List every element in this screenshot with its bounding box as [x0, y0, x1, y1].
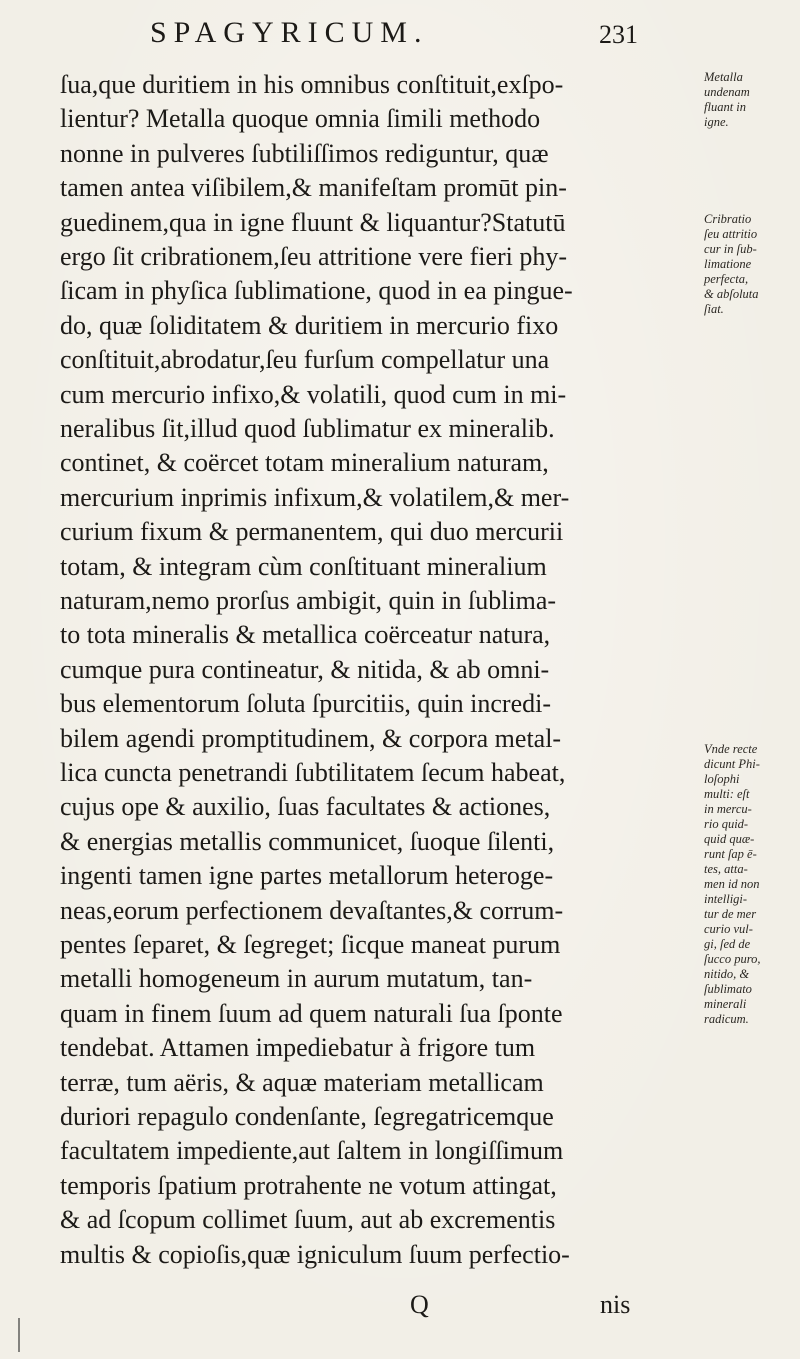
text-line: continet, & coërcet totam mineralium naturam,	[60, 448, 549, 478]
margin-note-line: limatione	[704, 257, 752, 271]
text-line: do, quæ ſoliditatem & duritiem in mercurio fixo	[60, 310, 559, 340]
text-line: neas,eorum perfectionem devaſtantes,& corrum-	[60, 895, 564, 925]
text-line: mercurium inprimis infixum,& volatilem,& mer-	[60, 482, 570, 512]
text-line: & energias metallis communicet, ſuoque ſilenti,	[60, 826, 555, 856]
margin-note-line: loſophi	[704, 772, 740, 786]
margin-note-line: men id non	[704, 877, 760, 891]
margin-note-line: tes, atta-	[704, 862, 748, 876]
margin-note-line: ſiat.	[704, 302, 724, 316]
margin-note-line: cur in ſub-	[704, 242, 757, 256]
margin-note-line: igne.	[704, 115, 729, 129]
margin-note-line: curio vul-	[704, 922, 753, 936]
text-line: bus elementorum ſoluta ſpurcitiis, quin incredi-	[60, 689, 552, 719]
text-line: neralibus ſit,illud quod ſublimatur ex mineralib.	[60, 414, 555, 443]
margin-note-line: perfecta,	[704, 272, 749, 286]
margin-note-line: rio quid-	[704, 817, 749, 831]
margin-note-line: radicum.	[704, 1012, 749, 1026]
text-line: cujus ope & auxilio, ſuas facultates & actiones,	[60, 792, 551, 822]
text-line: conſtituit,abrodatur,ſeu furſum compellatur una	[60, 345, 550, 375]
text-line: naturam,nemo prorſus ambigit, quin in ſublima-	[60, 586, 557, 615]
margin-note-line: fluant in	[704, 100, 747, 114]
page-number: 231	[599, 20, 638, 49]
text-line: pentes ſeparet, & ſegreget; ſicque maneat purum	[60, 930, 561, 959]
text-line: ergo ſit cribrationem,ſeu attritione vere fieri phy-	[60, 242, 568, 271]
text-line: curium fixum & permanentem, qui duo mercurii	[60, 517, 564, 547]
text-line: multis & copioſis,quæ igniculum ſuum perfectio-	[60, 1239, 570, 1269]
margin-note-line: undenam	[704, 85, 750, 99]
margin-note-line: tur de mer	[704, 907, 757, 921]
text-line: duriori repagulo condenſante, ſegregatricemque	[60, 1102, 554, 1131]
margin-note-line: ſeu attritio	[704, 227, 758, 241]
text-line: to tota mineralis & metallica coërceatur natura,	[60, 620, 551, 650]
text-line: tamen antea viſibilem,& manifeſtam promūt pin-	[60, 173, 567, 203]
margin-note-line: runt ſap ē-	[704, 847, 757, 861]
text-line: metalli homogeneum in aurum mutatum, tan-	[60, 964, 533, 994]
text-line: temporis ſpatium protrahente ne votum attingat,	[60, 1170, 557, 1200]
catchword: nis	[600, 1290, 631, 1319]
margin-smudge	[18, 1318, 40, 1352]
text-line: guedinem,qua in igne fluunt & liquantur?Statutū	[60, 207, 566, 237]
text-line: totam, & integram cùm conſtituant mineralium	[60, 551, 547, 581]
margin-note-line: intelligi-	[704, 892, 748, 906]
margin-note-line: multi: eſt	[704, 787, 750, 801]
margin-note-line: dicunt Phi-	[704, 757, 760, 771]
text-line: quam in finem ſuum ad quem naturali ſua ſponte	[60, 998, 563, 1028]
text-line: & ad ſcopum collimet ſuum, aut ab excrementis	[60, 1205, 556, 1235]
text-line: tendebat. Attamen impediebatur à frigore tum	[60, 1033, 536, 1063]
running-head	[0, 16, 800, 56]
margin-note-line: Metalla	[704, 70, 743, 84]
text-line: lientur? Metalla quoque omnia ſimili methodo	[60, 104, 541, 134]
text-line: lica cuncta penetrandi ſubtilitatem ſecum habeat,	[60, 758, 566, 787]
text-line: nonne in pulveres ſubtiliſſimos rediguntur, quæ	[60, 138, 549, 168]
margin-note-line: nitido, &	[704, 967, 750, 981]
margin-note-line: & abſoluta	[704, 287, 759, 301]
text-line: ingenti tamen igne partes metallorum heteroge-	[60, 861, 554, 891]
text-line: ſua,que duritiem in his omnibus conſtituit,exſpo-	[60, 70, 564, 99]
margin-note-line: minerali	[704, 997, 747, 1011]
margin-note-line: ſucco puro,	[704, 952, 761, 966]
text-line: cumque pura contineatur, & nitida, & ab omni-	[60, 654, 550, 684]
text-line: ſicam in phyſica ſublimatione, quod in ea pingue-	[60, 276, 573, 306]
margin-note-line: quid quæ-	[704, 832, 755, 846]
text-line: terræ, tum aëris, & aquæ materiam metallicam	[60, 1067, 544, 1097]
margin-note-line: Cribratio	[704, 212, 752, 226]
text-line: bilem agendi promptitudinem, & corpora metal-	[60, 723, 562, 753]
text-line: cum mercurio infixo,& volatili, quod cum in mi-	[60, 379, 567, 409]
signature-mark: Q	[410, 1290, 429, 1319]
text-line: facultatem impediente,aut ſaltem in longiſſimum	[60, 1136, 564, 1166]
margin-note-line: in mercu-	[704, 802, 752, 816]
margin-note-line: gi, ſed de	[704, 937, 751, 951]
running-title: SPAGYRICUM.	[150, 16, 429, 49]
margin-note-line: Vnde recte	[704, 742, 758, 756]
margin-note-line: ſublimato	[704, 982, 752, 996]
